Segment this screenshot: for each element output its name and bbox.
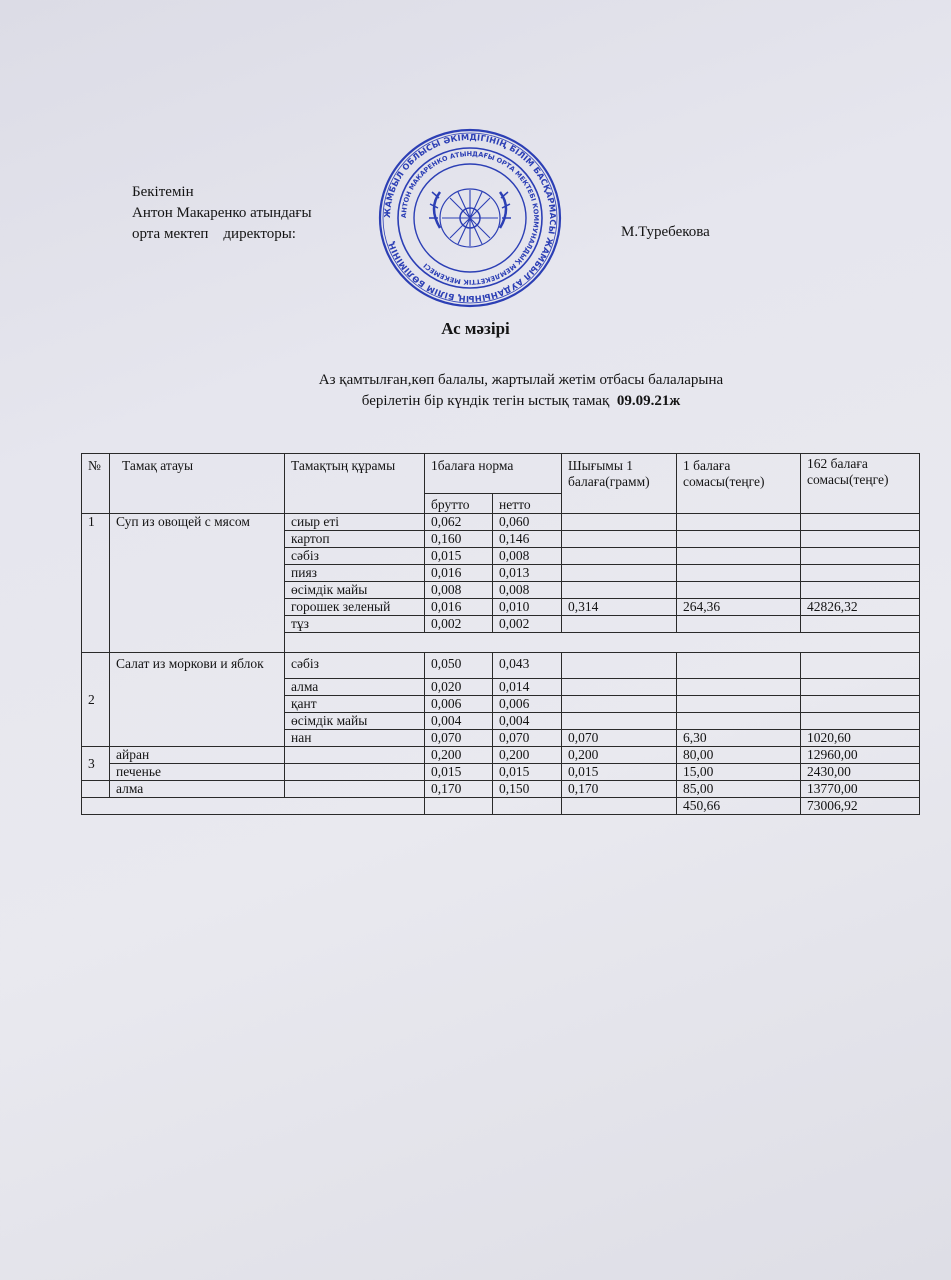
subtitle-line-2	[0, 391, 951, 412]
ingredient-brutto: 0,016	[425, 599, 493, 616]
table-row	[82, 514, 920, 531]
table-row	[82, 653, 920, 679]
dish-2-name: Салат из моркови и яблок	[110, 653, 285, 747]
ingredient-name: сәбіз	[285, 548, 425, 565]
ingredient-brutto: 0,008	[425, 582, 493, 599]
item-name: алма	[110, 781, 285, 798]
ingredient-name: өсімдік майы	[285, 713, 425, 730]
stamp-outer-text: ЖАМБЫЛ ОБЛЫСЫ ӘКІМДІГІНІҢ БІЛІМ БАСҚАРМАСЫ ЖАМБЫЛ АУДАНЫНЫҢ БІЛІМ БӨЛІМІНІҢ	[381, 131, 559, 305]
item-cost-one: 80,00	[677, 747, 801, 764]
item-cost-one: 15,00	[677, 764, 801, 781]
item-name: айран	[110, 747, 285, 764]
ingredient-netto: 0,002	[493, 616, 562, 633]
ingredient-brutto: 0,070	[425, 730, 493, 747]
dish-1-name: Суп из овощей с мясом	[110, 514, 285, 653]
ingredient-brutto: 0,006	[425, 696, 493, 713]
ingredient-brutto: 0,002	[425, 616, 493, 633]
ingredient-netto: 0,013	[493, 565, 562, 582]
total-cost-one: 450,66	[677, 798, 801, 815]
header-composition: Тамақтың құрамы	[285, 454, 425, 514]
document-title: Ас мәзірі	[441, 319, 510, 338]
item-cost-one: 85,00	[677, 781, 801, 798]
menu-date: 09.09.21ж	[616, 393, 681, 409]
item-netto: 0,015	[493, 764, 562, 781]
header-cost-all: 162 балаға сомасы(теңге)	[801, 454, 920, 514]
header-cost-one: 1 балаға сомасы(теңге)	[677, 454, 801, 514]
subtitle-line-2-text: берілетін бір күндік тегін ыстық тамақ	[361, 393, 610, 409]
item-brutto: 0,170	[425, 781, 493, 798]
header-norm: 1балаға норма	[425, 454, 562, 494]
item-name: печенье	[110, 764, 285, 781]
item-yield: 0,015	[562, 764, 677, 781]
ingredient-netto: 0,043	[493, 653, 562, 679]
dish-1-cost-one: 264,36	[677, 599, 801, 616]
ingredient-netto: 0,060	[493, 514, 562, 531]
ingredient-netto: 0,008	[493, 548, 562, 565]
table-row	[82, 764, 920, 781]
document-subtitle	[0, 370, 951, 412]
item-yield: 0,170	[562, 781, 677, 798]
ingredient-name: өсімдік майы	[285, 582, 425, 599]
ingredient-name: картоп	[285, 531, 425, 548]
table-row	[82, 747, 920, 764]
director-name: М.Туребекова	[621, 224, 710, 240]
ingredient-netto: 0,070	[493, 730, 562, 747]
item-cost-all: 2430,00	[801, 764, 920, 781]
dish-2-no: 2	[82, 653, 110, 747]
dish-2-yield: 0,070	[562, 730, 677, 747]
header-dish: Тамақ атауы	[110, 454, 285, 514]
dish-1-no: 1	[82, 514, 110, 653]
item-brutto: 0,015	[425, 764, 493, 781]
ingredient-brutto: 0,015	[425, 548, 493, 565]
ingredient-netto: 0,010	[493, 599, 562, 616]
table-row	[82, 781, 920, 798]
item-netto: 0,200	[493, 747, 562, 764]
ingredient-name: сәбіз	[285, 653, 425, 679]
approval-line-3: орта мектеп директоры:	[132, 226, 296, 242]
ingredient-brutto: 0,016	[425, 565, 493, 582]
header-yield: Шығымы 1 балаға(грамм)	[562, 454, 677, 514]
ingredient-name: горошек зеленый	[285, 599, 425, 616]
ingredient-netto: 0,006	[493, 696, 562, 713]
total-cost-all: 73006,92	[801, 798, 920, 815]
subtitle-line-1: Аз қамтылған,көп балалы, жартылай жетім отбасы балаларына	[318, 372, 724, 388]
header-brutto: брутто	[425, 494, 493, 514]
dish-2-cost-one: 6,30	[677, 730, 801, 747]
dish-1-cost-all: 42826,32	[801, 599, 920, 616]
ingredient-name: алма	[285, 679, 425, 696]
item-cost-all: 13770,00	[801, 781, 920, 798]
approval-block	[132, 182, 312, 245]
item-brutto: 0,200	[425, 747, 493, 764]
table-header-row	[82, 454, 920, 494]
ingredient-name: нан	[285, 730, 425, 747]
ingredient-brutto: 0,062	[425, 514, 493, 531]
ingredient-name: қант	[285, 696, 425, 713]
header-netto: нетто	[493, 494, 562, 514]
item-yield: 0,200	[562, 747, 677, 764]
table-total-row	[82, 798, 920, 815]
ingredient-name: сиыр еті	[285, 514, 425, 531]
ingredient-name: тұз	[285, 616, 425, 633]
approval-line-2: Антон Макаренко атындағы	[132, 205, 312, 221]
ingredient-netto: 0,004	[493, 713, 562, 730]
ingredient-brutto: 0,004	[425, 713, 493, 730]
ingredient-brutto: 0,050	[425, 653, 493, 679]
approval-line-1: Бекітемін	[132, 184, 194, 200]
dish-1-yield: 0,314	[562, 599, 677, 616]
ingredient-netto: 0,146	[493, 531, 562, 548]
ingredient-name: пияз	[285, 565, 425, 582]
item-netto: 0,150	[493, 781, 562, 798]
stamp-inner-text: АНТОН МАКАРЕНКО АТЫНДАҒЫ ОРТА МЕКТЕБІ КОММУНАЛДЫҚ МЕМЛЕКЕТТІК МЕКЕМЕСІ	[399, 149, 541, 287]
ingredient-brutto: 0,160	[425, 531, 493, 548]
ingredient-netto: 0,014	[493, 679, 562, 696]
item-cost-all: 12960,00	[801, 747, 920, 764]
header-no: №	[82, 454, 110, 514]
school-stamp	[378, 128, 562, 308]
menu-table	[81, 453, 920, 815]
dish-2-cost-all: 1020,60	[801, 730, 920, 747]
ingredient-netto: 0,008	[493, 582, 562, 599]
ingredient-brutto: 0,020	[425, 679, 493, 696]
dish-3-no: 3	[82, 747, 110, 781]
